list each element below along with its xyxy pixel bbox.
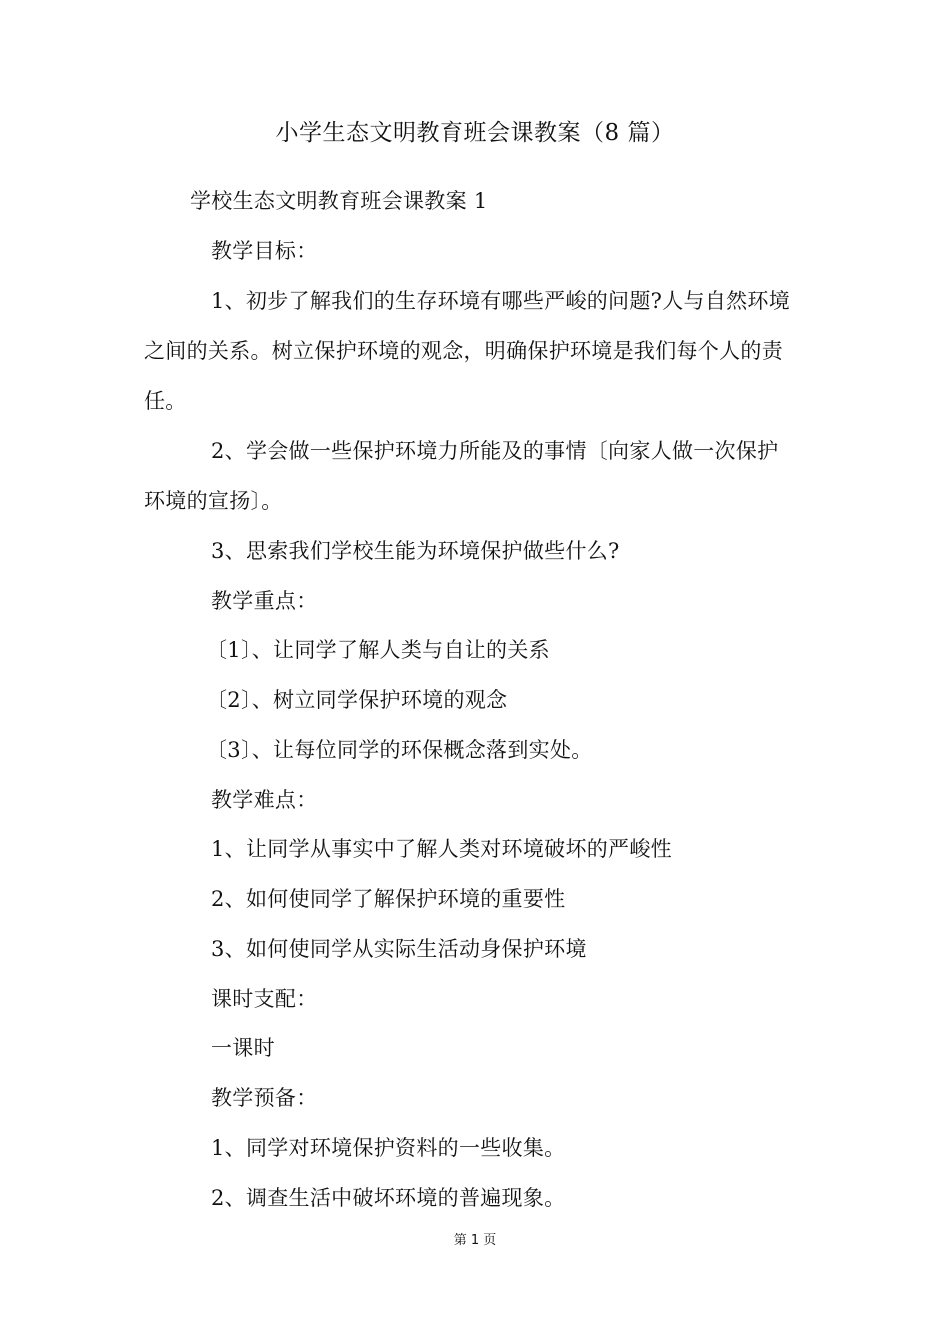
paragraph-line: 2、如何使同学了解保护环境的重要性 — [211, 887, 566, 911]
paragraph-line: 〔3〕、让每位同学的环保概念落到实处。 — [206, 738, 593, 762]
paragraph-line: 1、初步了解我们的生存环境有哪些严峻的问题?人与自然环境 — [211, 289, 791, 313]
paragraph-line: 〔2〕、树立同学保护环境的观念 — [206, 688, 508, 712]
document-title: 小学生态文明教育班会课教案（8 篇） — [275, 120, 675, 146]
paragraph-line: 3、思索我们学校生能为环境保护做些什么? — [211, 539, 620, 563]
paragraph-line: 教学目标： — [211, 239, 318, 263]
paragraph-line: 〔1〕、让同学了解人类与自让的关系 — [206, 638, 550, 662]
paragraph-line: 之间的关系。树立保护环境的观念，明确保护环境是我们每个人的责 — [144, 339, 783, 363]
paragraph-line: 2、学会做一些保护环境力所能及的事情〔向家人做一次保护 — [211, 439, 779, 463]
page-number: 第 1 页 — [453, 1233, 497, 1248]
paragraph-line: 任。 — [144, 389, 187, 413]
paragraph-line: 1、让同学从事实中了解人类对环境破坏的严峻性 — [211, 837, 672, 861]
paragraph-line: 3、如何使同学从实际生活动身保护环境 — [211, 937, 587, 961]
paragraph-line: 2、调查生活中破坏环境的普遍现象。 — [211, 1186, 566, 1210]
paragraph-line: 教学预备： — [211, 1086, 318, 1110]
paragraph-line: 一课时 — [211, 1036, 275, 1060]
paragraph-line: 教学难点： — [211, 788, 318, 812]
paragraph-line: 教学重点： — [211, 589, 318, 613]
section-heading: 学校生态文明教育班会课教案 1 — [190, 189, 488, 213]
paragraph-line: 环境的宣扬〕。 — [144, 489, 283, 513]
paragraph-line: 课时支配： — [211, 987, 318, 1011]
paragraph-line: 1、同学对环境保护资料的一些收集。 — [211, 1136, 566, 1160]
